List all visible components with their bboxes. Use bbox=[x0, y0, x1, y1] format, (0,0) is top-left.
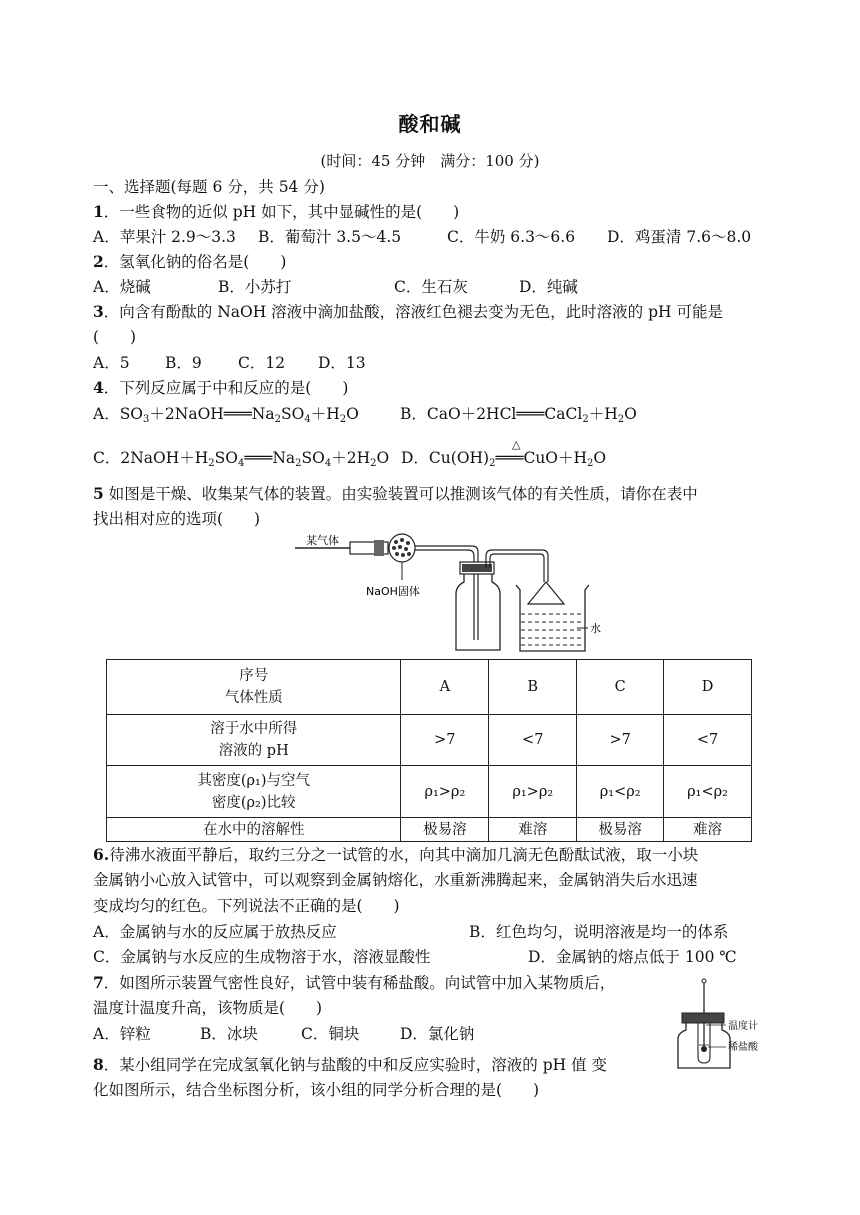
option-c-equation: C．$2NaOH+H_2SO_4═══Na_2SO_4+2H_2O$ bbox=[93, 449, 390, 469]
column-header: D bbox=[664, 660, 752, 715]
table-cell: >7 bbox=[577, 715, 664, 766]
option-d: D．13 bbox=[318, 354, 366, 372]
question-number: 5 bbox=[93, 484, 104, 503]
column-header: A bbox=[401, 660, 489, 715]
row-label: 其密度(ρ₁)与空气 密度(ρ₂)比较 bbox=[107, 766, 401, 818]
table-header-row bbox=[107, 660, 752, 715]
question-number: 8 bbox=[93, 1055, 104, 1074]
table-corner-cell: 序号 气体性质 bbox=[107, 660, 401, 715]
question-text: ．下列反应属于中和反应的是( ) bbox=[103, 379, 349, 397]
table-cell: 极易溶 bbox=[401, 818, 489, 842]
question-7 bbox=[93, 973, 615, 993]
option-c: C．12 bbox=[238, 354, 286, 372]
heat-symbol: △ bbox=[512, 438, 521, 451]
question-7-line2: 温度计温度升高，该物质是( ) bbox=[93, 999, 323, 1017]
option-d: D．纯碱 bbox=[519, 278, 578, 296]
question-8-line2: 化如图所示，结合坐标图分析，该小组的同学分析合理的是( ) bbox=[93, 1081, 540, 1099]
option-a-equation: A．$SO_3+2NaOH═══Na_2SO_4+H_2O$ bbox=[93, 405, 359, 425]
row-label: 溶于水中所得 溶液的 pH bbox=[107, 715, 401, 766]
question-5 bbox=[93, 484, 698, 504]
option-b: B．红色均匀，说明溶液是均一的体系 bbox=[469, 923, 729, 941]
option-a: A．烧碱 bbox=[93, 278, 151, 296]
question-number: 2 bbox=[93, 252, 104, 271]
table-cell: 难溶 bbox=[489, 818, 577, 842]
gas-drying-apparatus-figure bbox=[290, 530, 620, 656]
question-number: 7 bbox=[93, 973, 104, 992]
section-heading: 一、选择题(每题 6 分，共 54 分) bbox=[93, 178, 325, 196]
option-c: C．铜块 bbox=[301, 1025, 360, 1043]
option-a: A．金属钠与水的反应属于放热反应 bbox=[93, 923, 337, 941]
option-b: B．9 bbox=[165, 354, 202, 372]
option-b: B．小苏打 bbox=[218, 278, 292, 296]
option-b: B．冰块 bbox=[200, 1025, 258, 1043]
question-text: ．向含有酚酞的 NaOH 溶液中滴加盐酸，溶液红色褪去变为无色，此时溶液的 pH 可能是 bbox=[103, 303, 723, 321]
question-6-line2: 金属钠小心放入试管中，可以观察到金属钠熔化，水重新沸腾起来，金属钠消失后水迅速 bbox=[93, 871, 698, 889]
question-number: 4 bbox=[93, 378, 104, 397]
option-c: C．牛奶 6.3～6.6 bbox=[447, 228, 576, 246]
question-text: ．某小组同学在完成氢氧化钠与盐酸的中和反应实验时，溶液的 pH 值 变 bbox=[103, 1056, 608, 1074]
gas-label: 某气体 bbox=[306, 534, 339, 547]
table-cell: ρ₁<ρ₂ bbox=[664, 766, 752, 818]
table-row bbox=[107, 818, 752, 842]
naoh-label: NaOH固体 bbox=[366, 585, 420, 598]
question-3-blank: ( ) bbox=[93, 328, 137, 346]
table-cell: ρ₁>ρ₂ bbox=[489, 766, 577, 818]
question-text: ．如图所示装置气密性良好，试管中装有稀盐酸。向试管中加入某物质后， bbox=[103, 974, 616, 992]
question-4 bbox=[93, 378, 348, 398]
question-text: 如图是干燥、收集某气体的装置。由实验装置可以推测该气体的有关性质，请你在表中 bbox=[103, 485, 698, 503]
page-title: 酸和碱 bbox=[398, 112, 462, 136]
question-1 bbox=[93, 202, 459, 222]
thermometer-flask-figure bbox=[668, 975, 778, 1075]
option-d-equation: D．$Cu(OH)_2═══CuO+H_2O$ bbox=[401, 449, 607, 469]
water-label: 水 bbox=[590, 622, 601, 635]
table-cell: 极易溶 bbox=[577, 818, 664, 842]
option-c: C．金属钠与水反应的生成物溶于水，溶液显酸性 bbox=[93, 948, 431, 966]
table-cell: ρ₁>ρ₂ bbox=[401, 766, 489, 818]
table-row bbox=[107, 715, 752, 766]
question-text: ．氢氧化钠的俗名是( ) bbox=[103, 253, 287, 271]
option-d: D．金属钠的熔点低于 100 ℃ bbox=[528, 948, 737, 966]
table-cell: <7 bbox=[664, 715, 752, 766]
option-a: A．5 bbox=[93, 354, 130, 372]
question-text: ．一些食物的近似 pH 如下，其中显碱性的是( ) bbox=[103, 203, 460, 221]
page-subtitle: (时间：45 分钟 满分：100 分) bbox=[320, 152, 540, 170]
question-6-line3: 变成均匀的红色。下列说法不正确的是( ) bbox=[93, 897, 400, 915]
question-number: 1 bbox=[93, 202, 104, 221]
option-b-equation: B．$CaO+2HCl═══CaCl_2+H_2O$ bbox=[400, 405, 637, 425]
option-b: B．葡萄汁 3.5～4.5 bbox=[258, 228, 402, 246]
table-row bbox=[107, 766, 752, 818]
question-8 bbox=[93, 1055, 607, 1075]
table-cell: <7 bbox=[489, 715, 577, 766]
question-number: 6. bbox=[93, 845, 110, 864]
question-5-line2: 找出相对应的选项( ) bbox=[93, 510, 261, 528]
question-number: 3 bbox=[93, 302, 104, 321]
option-a: A．锌粒 bbox=[93, 1025, 151, 1043]
column-header: C bbox=[577, 660, 664, 715]
question-3 bbox=[93, 302, 723, 322]
question-text: 待沸水液面平静后，取约三分之一试管的水，向其中滴加几滴无色酚酞试液，取一小块 bbox=[109, 846, 699, 864]
thermometer-label: 温度计 bbox=[728, 1021, 758, 1032]
row-label: 在水中的溶解性 bbox=[107, 818, 401, 842]
option-c: C．生石灰 bbox=[394, 278, 468, 296]
table-cell: >7 bbox=[401, 715, 489, 766]
option-d: D．鸡蛋清 7.6～8.0 bbox=[607, 228, 752, 246]
table-cell: ρ₁<ρ₂ bbox=[577, 766, 664, 818]
gas-properties-table bbox=[106, 659, 752, 842]
acid-label: 稀盐酸 bbox=[728, 1042, 758, 1053]
column-header: B bbox=[489, 660, 577, 715]
option-d: D．氯化钠 bbox=[400, 1025, 475, 1043]
question-2 bbox=[93, 252, 286, 272]
table-cell: 难溶 bbox=[664, 818, 752, 842]
option-a: A．苹果汁 2.9～3.3 bbox=[93, 228, 236, 246]
question-6 bbox=[93, 845, 698, 865]
